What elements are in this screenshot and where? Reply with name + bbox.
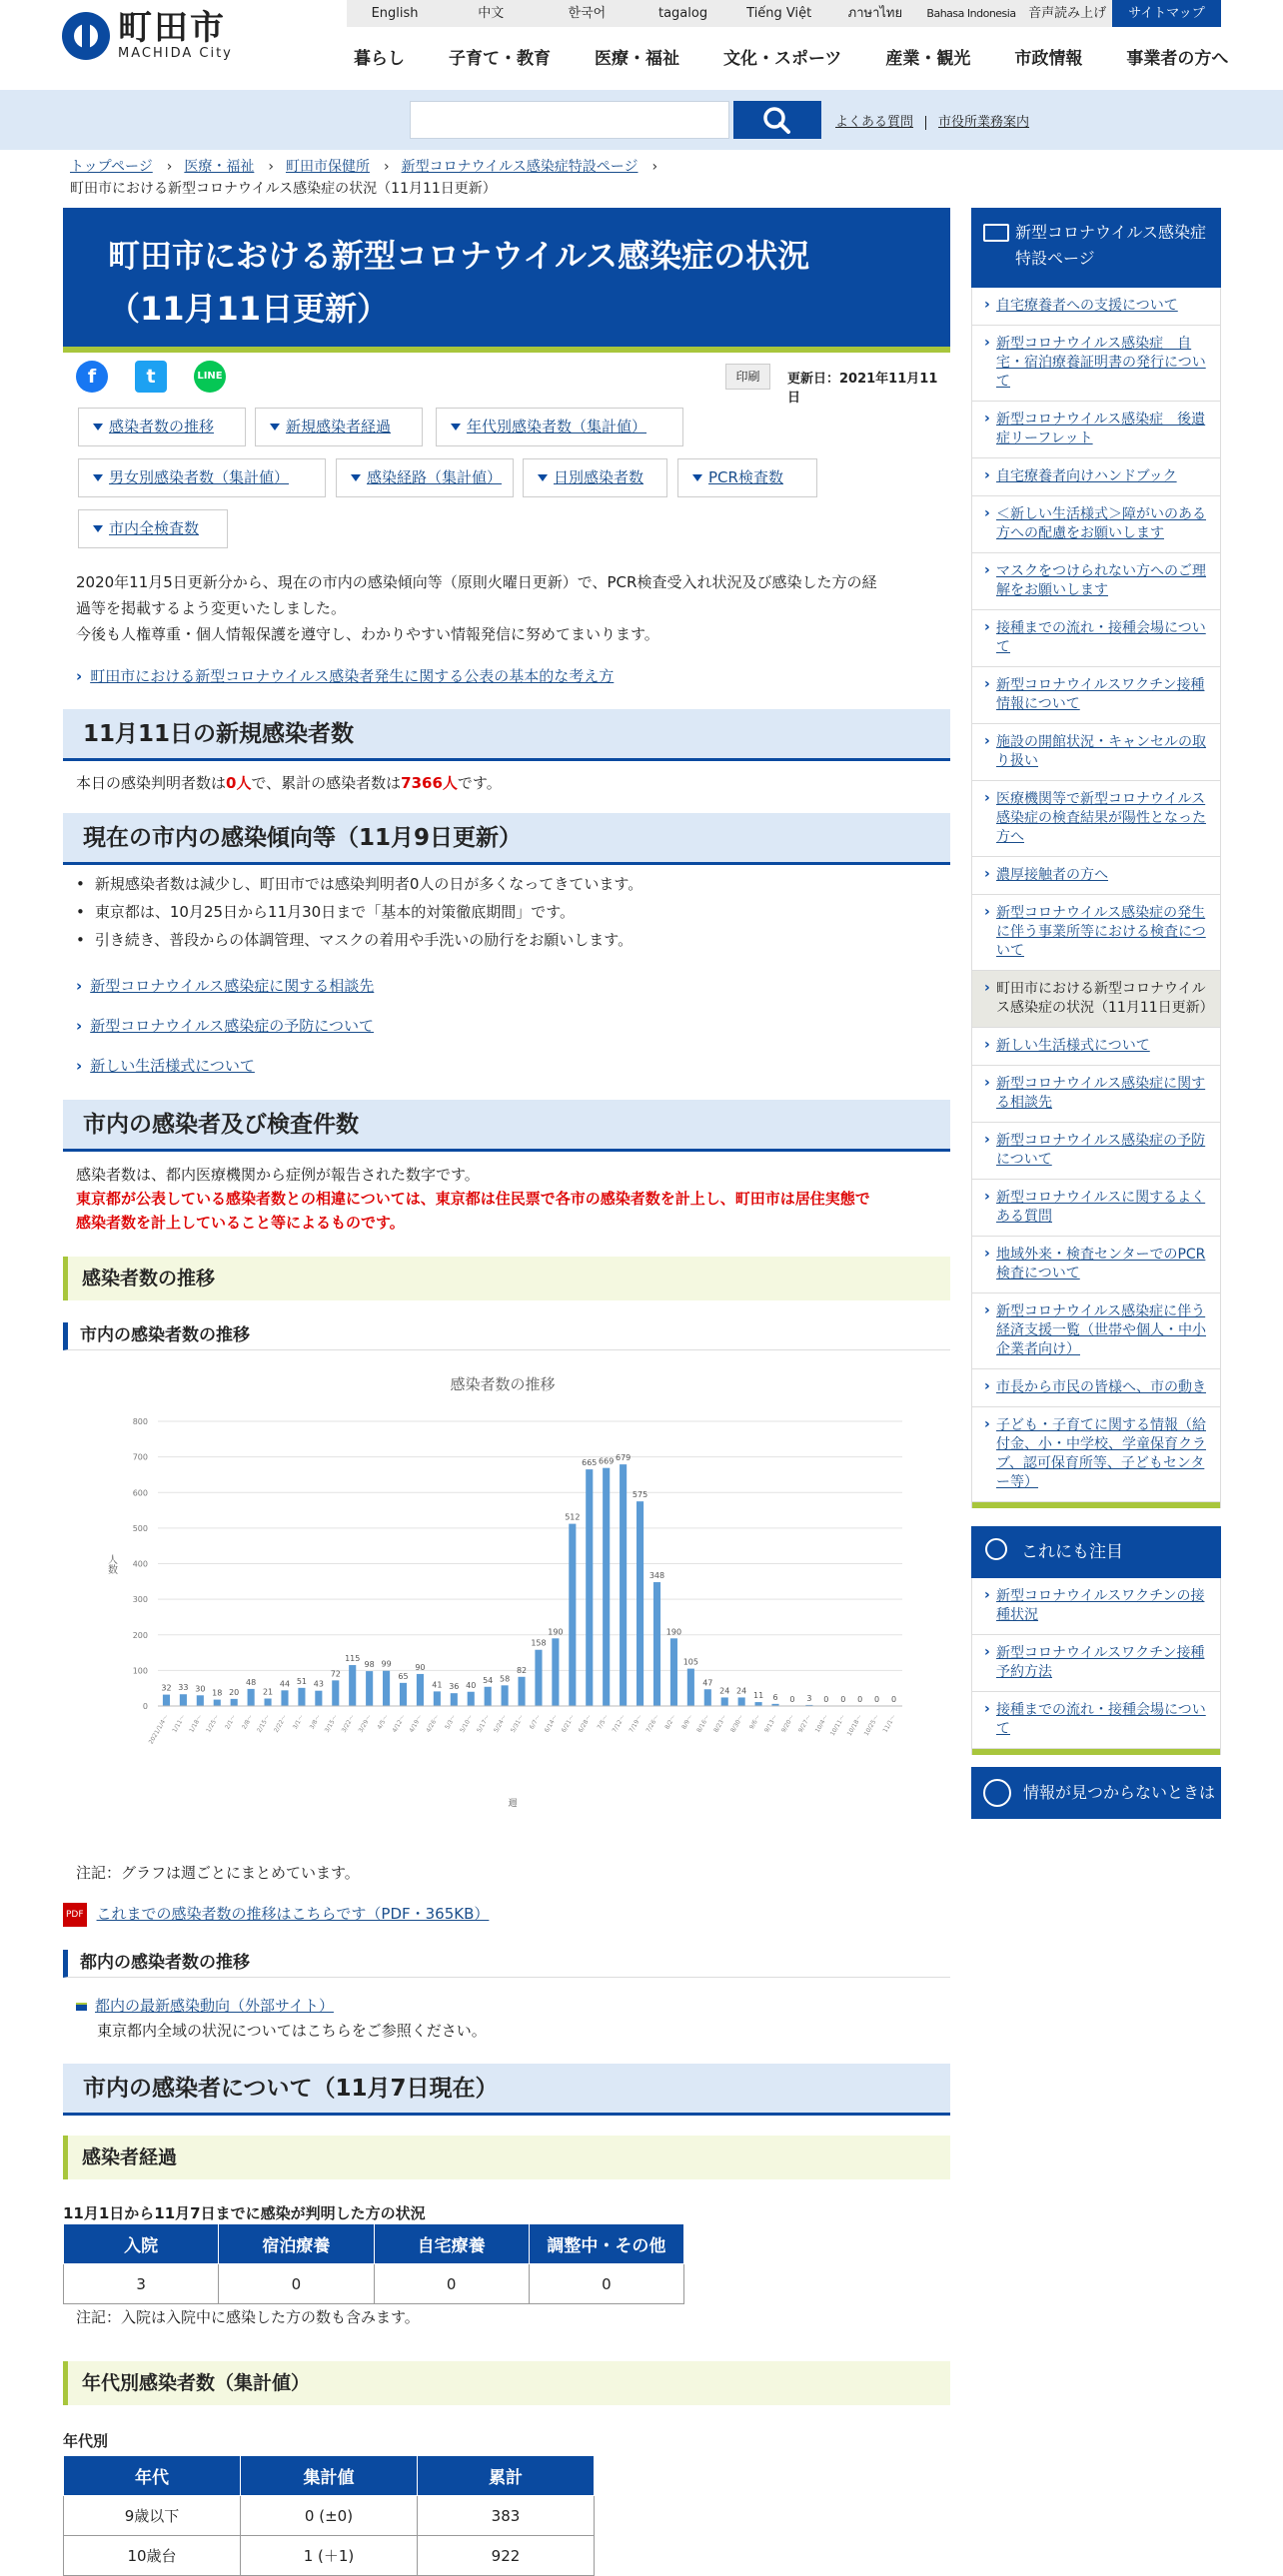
chart-bar [315,1691,322,1706]
breadcrumb-covid-page[interactable]: 新型コロナウイルス感染症特設ページ [401,159,639,175]
heading-new-cases: 11月11日の新規感染者数 [63,709,950,761]
chart-bar [281,1690,288,1706]
data-label: 18 [212,1688,223,1698]
data-label: 99 [381,1659,392,1669]
data-label: 48 [246,1677,257,1687]
sidebar-attention-item[interactable]: › 新型コロナウイルスワクチンの接種状況 [972,1578,1220,1635]
case-trend-chart [83,1361,922,1831]
tokyo-link-row[interactable] [76,1994,935,2018]
tab-infection-route[interactable]: 感染経路（集計値） [336,458,514,497]
chart-bar [620,1464,627,1706]
x-tick-label: 3/15～ [323,1713,340,1734]
data-label: 190 [665,1627,682,1637]
print-button[interactable]: 印刷 [725,364,770,390]
trend-bullets [76,870,642,954]
x-tick-label: 4/12～ [391,1713,408,1734]
sidebar-item[interactable]: › ＜新しい生活様式＞障がいのある方への配慮をお願いします [972,496,1220,553]
facebook-icon[interactable]: f [76,361,108,393]
data-label: 33 [178,1683,189,1693]
prevention-link[interactable]: 新型コロナウイルス感染症の予防について [90,1017,374,1035]
not-found-button[interactable]: 情報が見つからないときは [971,1767,1221,1819]
data-label: 40 [466,1680,477,1690]
new-lifestyle-link-row[interactable] [76,1055,255,1076]
lightbulb-icon [985,1538,1007,1560]
updated-date: 更新日：2021年11月11日 [787,372,938,406]
x-tick-label: 3/1～ [291,1713,306,1731]
x-tick-label: 7/5～ [596,1713,611,1731]
nav-business[interactable]: 事業者の方へ [1126,49,1229,69]
nav-child-education[interactable]: 子育て・教育 [449,49,551,69]
chart-bar [637,1501,643,1706]
x-tick-label: 9/27～ [796,1713,813,1734]
sidebar-item[interactable]: › 新型コロナウイルスワクチン接種情報について [972,667,1220,724]
list-item: • 引き続き、普段からの体調管理、マスクの着用や手洗いの励行をお願いします。 [76,926,642,954]
graph-note: 注記：グラフは週ごとにまとめています。 [76,1864,360,1882]
x-tick-label: 6/14～ [543,1713,560,1734]
sidebar-attention-item[interactable]: › 接種までの流れ・接種会場について [972,1692,1220,1749]
x-tick-label: 2021/1/4～ [147,1713,171,1746]
x-tick-label: 9/20～ [779,1713,796,1734]
data-label: 82 [516,1665,528,1675]
chart-bar [670,1638,677,1706]
main-content [63,208,950,2565]
chart-bar [265,1699,272,1706]
table-cell: 383 [418,2496,595,2536]
data-label: 30 [195,1684,206,1694]
sidebar-list [971,288,1221,1508]
office-guide-link[interactable]: 市役所業務案内 [938,115,1030,130]
table-cell: 3 [64,2264,219,2304]
y-tick-label: 200 [132,1630,148,1640]
x-tick-label: 9/13～ [762,1713,779,1734]
data-label: 0 [840,1695,846,1704]
chart-bar [214,1700,221,1706]
sidebar-item[interactable]: › 濃厚接触者の方へ [972,857,1220,895]
x-tick-label: 10/18～ [845,1713,864,1738]
magnifier-icon [983,1779,1011,1807]
table-header: 宿泊療養 [219,2224,374,2264]
sidebar-item[interactable]: › 市長から市民の皆様へ、市の動き [972,1369,1220,1407]
global-nav [310,44,1228,69]
chart-bar [434,1691,441,1706]
table-cell: 9歳以下 [64,2496,241,2536]
tab-pcr-count[interactable]: PCR検査数 [677,458,817,497]
table-header: 自宅療養 [374,2224,529,2264]
intro-text: 2020年11月5日更新分から、現在の市内の感染傾向等（原則火曜日更新）で、PCR検査受入れ状況及び感染した方の経 過等を掲載するよう変更いたしました。 今後も人権尊重・個人情報保護を遵守し、わかりやすい情報発信に努めてまいります。 [76,573,877,643]
data-label: 41 [432,1680,443,1690]
language-bar [347,0,1221,27]
chart-bar [349,1665,356,1706]
x-tick-label: 3/29～ [357,1713,374,1734]
data-label: 90 [415,1662,426,1672]
cases-note: 感染者数は、都内医療機関から症例が報告された数字です。 東京都が公表している感染者数との相違については、東京都は住民票で各市の感染者数を計上し、町田市は居住実態で 感染者数を計上していること等によるものです。 [76,1166,870,1232]
data-label: 32 [161,1683,172,1693]
chart-bar [535,1650,542,1706]
chart-title: 感染者数の推移 [450,1375,556,1393]
heading-case-course: 感染者経過 [63,2136,950,2179]
search-icon [761,106,793,134]
data-label: 44 [279,1679,291,1689]
x-tick-label: 7/26～ [644,1713,661,1734]
table-cell: 0 [219,2264,374,2304]
data-label: 512 [565,1512,581,1522]
y-tick-label: 700 [132,1452,148,1462]
pdf-icon: PDF [63,1903,87,1927]
data-label: 21 [262,1687,274,1697]
sitemap-button[interactable]: サイトマップ [1112,0,1221,27]
sidebar-item[interactable]: › 新型コロナウイルス感染症に関する相談先 [972,1066,1220,1123]
data-label: 0 [874,1695,880,1704]
heading-case-trend: 感染者数の推移 [63,1257,950,1300]
data-label: 115 [345,1654,361,1664]
lang-indonesian[interactable]: Bahasa Indonesia [926,7,1016,20]
data-label: 24 [719,1686,730,1696]
x-tick-label: 6/28～ [577,1713,594,1734]
data-label: 6 [772,1692,778,1702]
tab-age-count[interactable]: 年代別感染者数（集計値） [436,408,683,446]
lang-vietnamese[interactable]: Tiếng Việt [746,6,812,21]
tab-case-trend[interactable]: 感染者数の推移 [78,408,246,446]
data-label: 36 [449,1682,460,1692]
today-count: 0人 [226,774,252,792]
sidebar-item[interactable]: › 新型コロナウイルス感染症 後遺症リーフレット [972,402,1220,458]
breadcrumb-health-center[interactable]: 町田市保健所 [285,159,370,175]
chart-bar [451,1693,458,1706]
list-item: • 新規感染者数は減少し、町田市では感染判明者0人の日が多くなってきています。 [76,870,642,898]
x-tick-label: 3/22～ [340,1713,357,1734]
data-label: 679 [615,1453,632,1463]
x-tick-label: 1/18～ [188,1713,205,1734]
x-tick-label: 4/19～ [408,1713,425,1734]
x-tick-label: 5/3～ [444,1713,459,1731]
sidebar-heading[interactable]: 新型コロナウイルス感染症特設ページ [971,208,1221,288]
x-tick-label: 7/19～ [628,1713,644,1734]
data-label: 11 [752,1691,764,1701]
x-tick-label: 5/17～ [476,1713,492,1734]
x-tick-label: 2/22～ [272,1713,289,1734]
total-count: 7366人 [401,774,458,792]
y-tick-label: 300 [132,1595,148,1605]
data-label: 669 [599,1456,615,1466]
nav-culture-sports[interactable]: 文化・スポーツ [723,49,842,69]
x-tick-label: 1/11～ [171,1713,188,1734]
sidebar-attention-item[interactable]: › 新型コロナウイルスワクチン接種予約方法 [972,1635,1220,1692]
heading-infected-status: 市内の感染者について（11月7日現在） [63,2064,950,2116]
data-label: 158 [531,1638,547,1648]
data-label: 0 [890,1695,897,1704]
sidebar-item[interactable]: › 新型コロナウイルス感染症 自宅・宿泊療養証明書の発行について [972,326,1220,402]
case-course-table [63,2223,684,2304]
chart-bar [704,1689,711,1706]
site-logo[interactable] [62,10,233,61]
x-tick-label: 8/30～ [729,1713,745,1734]
chart-bar [231,1699,238,1706]
age-caption: 年代別 [63,2432,109,2450]
faq-link[interactable]: よくある質問 [835,115,914,130]
new-lifestyle-link[interactable]: 新しい生活様式について [90,1057,255,1075]
list-item: • 東京都は、10月25日から11月30日まで「基本的対策徹底期間」です。 [76,898,642,926]
new-cases-text: 本日の感染判明者数は0人で、累計の感染者数は7366人です。 [76,774,502,792]
table-cell: 10歳台 [64,2536,241,2576]
nav-living[interactable]: 暮らし [354,49,405,69]
sidebar-item[interactable]: › 新型コロナウイルス感染症の発生に伴う事業所等における検査について [972,895,1220,971]
prevention-link-row[interactable] [76,1015,374,1036]
table-header: 累計 [418,2456,595,2496]
x-axis-label: 週 [508,1799,518,1809]
chart-bar [687,1669,694,1706]
data-label: 72 [330,1669,341,1679]
chart-bar [197,1695,204,1706]
chart-bar [485,1687,492,1706]
chart-bar [180,1694,187,1706]
sidebar-item[interactable]: › 自宅療養者向けハンドブック [972,458,1220,496]
x-tick-label: 5/31～ [509,1713,526,1734]
x-tick-label: 4/26～ [425,1713,442,1734]
data-label: 0 [789,1695,795,1704]
chart-bar [569,1524,576,1706]
search-band [0,90,1283,150]
data-label: 575 [632,1490,648,1500]
sidebar-item[interactable]: › 接種までの流れ・接種会場について [972,610,1220,667]
tab-daily-cases[interactable]: 日別感染者数 [523,458,667,497]
heading-tokyo-trend: 都内の感染者数の推移 [63,1950,950,1978]
twitter-icon[interactable]: t [135,361,167,393]
text-to-speech[interactable]: 音声読み上げ [1028,6,1107,21]
breadcrumb-current: 町田市における新型コロナウイルス感染症の状況（11月11日更新） [70,181,497,197]
x-tick-label: 2/1～ [224,1713,238,1731]
policy-link-row[interactable] [76,665,614,686]
chart-bar [468,1692,475,1706]
heading-cases-tests: 市内の感染者及び検査件数 [63,1100,950,1152]
lang-tagalog[interactable]: tagalog [657,6,708,21]
data-label: 58 [500,1674,511,1684]
sidebar-attention-list [971,1578,1221,1755]
tokyo-text: 東京都内全域の状況についてはこちらをご参照ください。 [97,2022,487,2040]
breadcrumb-top[interactable]: トップページ [70,159,153,175]
data-label: 348 [648,1571,665,1581]
data-label: 47 [702,1678,713,1688]
x-tick-label: 5/24～ [493,1713,509,1734]
x-tick-label: 8/16～ [695,1713,712,1734]
chart-bar [721,1697,728,1706]
pdf-link-row[interactable] [63,1902,922,1927]
x-tick-label: 4/5～ [376,1713,391,1731]
chart-bar [653,1582,660,1706]
chart-bar [518,1677,525,1706]
x-tick-label: 10/4～ [813,1713,830,1734]
data-label: 0 [857,1695,863,1704]
data-label: 665 [582,1458,598,1468]
search-input[interactable] [410,101,729,139]
tokyo-link[interactable]: 都内の最新感染動向（外部サイト） [95,1997,334,2015]
x-tick-label: 8/23～ [712,1713,728,1734]
policy-link[interactable]: 町田市における新型コロナウイルス感染者発生に関する公表の基本的な考え方 [90,667,615,685]
table-header: 調整中・その他 [529,2224,683,2264]
lang-chinese[interactable]: 中文 [478,6,505,21]
x-tick-label: 6/7～ [528,1713,543,1731]
table-cell: 1 (＋1) [241,2536,418,2576]
table-row [64,2496,595,2536]
sidebar-item[interactable]: › 施設の開館状況・キャンセルの取り扱い [972,724,1220,781]
machida-logo-icon [62,12,110,60]
tab-new-case-course[interactable]: 新規感染者経過 [255,408,423,446]
chart-bar [298,1688,305,1706]
consult-link-row[interactable] [76,975,374,996]
y-axis-label: 人数 [105,1554,117,1574]
y-tick-label: 0 [142,1702,148,1711]
data-label: 54 [483,1675,494,1685]
table-cell: 922 [418,2536,595,2576]
chart-bar [332,1680,339,1706]
chart-bar [248,1689,255,1706]
x-tick-label: 10/11～ [828,1713,847,1738]
heading-city-trend: 市内の感染者数の推移 [63,1322,950,1350]
line-icon[interactable]: LINE [194,361,226,393]
search-button[interactable] [733,101,821,139]
page-title-box [63,208,950,353]
chart-bar [417,1674,424,1706]
sidebar-item: › 町田市における新型コロナウイルス感染症の状況（11月11日更新） [972,971,1220,1028]
y-tick-label: 500 [132,1523,148,1533]
table-cell: 0 (±0) [241,2496,418,2536]
chart-bar [603,1468,610,1706]
table-header: 集計値 [241,2456,418,2496]
chart-bar [755,1702,762,1706]
data-label: 24 [736,1686,747,1696]
table-header: 入院 [64,2224,219,2264]
nav-medical-welfare[interactable]: 医療・福祉 [595,49,679,69]
logo-text-jp: 町田市 [118,8,226,48]
table-cell: 0 [529,2264,683,2304]
data-label: 105 [682,1657,698,1667]
x-tick-label: 8/9～ [680,1713,695,1731]
nav-industry-tourism[interactable]: 産業・観光 [885,49,971,69]
chart-bar [586,1469,593,1706]
x-tick-label: 8/2～ [663,1713,678,1731]
nav-city-admin[interactable]: 市政情報 [1014,49,1083,69]
table-row [64,2536,595,2576]
sidebar-item[interactable]: › 新しい生活様式について [972,1028,1220,1066]
external-link-icon [76,2003,87,2011]
y-tick-label: 100 [132,1666,148,1676]
sidebar-item[interactable]: › マスクをつけられない方へのご理解をお願いします [972,553,1220,610]
sidebar-item[interactable]: › 新型コロナウイルス感染症の予防について [972,1123,1220,1180]
breadcrumb-medical[interactable]: 医療・福祉 [184,159,255,175]
lang-english[interactable]: English [371,6,419,21]
course-caption: 11月1日から11月7日までに感染が判明した方の状況 [63,2204,426,2222]
tab-all-tests[interactable]: 市内全検査数 [78,509,228,548]
chart-bar [400,1683,407,1706]
sidebar-item[interactable]: › 子ども・子育てに関する情報（給付金、小・中学校、学童保育クラブ、認可保育所等、子どもセンター等） [972,1407,1220,1502]
sidebar-item[interactable]: › 自宅療養者への支援について [972,288,1220,326]
sidebar-item[interactable]: › 新型コロナウイルス感染症に伴う経済支援一覧（世帯や個人・中小企業者向け） [972,1293,1220,1369]
sidebar [971,208,1221,1819]
data-label: 98 [364,1660,375,1670]
x-tick-label: 2/8～ [240,1713,255,1731]
y-tick-label: 400 [132,1559,148,1569]
chart-bar [738,1697,745,1706]
page-title: 町田市における新型コロナウイルス感染症の状況 （11月11日更新） [108,237,810,328]
sidebar-item[interactable]: › 地域外来・検査センターでのPCR検査について [972,1237,1220,1293]
data-label: 43 [313,1679,324,1689]
chart-bar [383,1671,390,1706]
table-header: 年代 [64,2456,241,2496]
sidebar-item[interactable]: › 医療機関等で新型コロナウイルス感染症の検査結果が陽性となった方へ [972,781,1220,857]
chart-bar [163,1695,170,1706]
heading-current-trend: 現在の市内の感染傾向等（11月9日更新） [63,813,950,865]
data-label: 0 [823,1695,829,1704]
y-tick-label: 800 [132,1417,148,1426]
chart-bar [502,1685,509,1706]
x-tick-label: 5/10～ [459,1713,475,1734]
tab-gender-count[interactable]: 男女別感染者数（集計値） [78,458,326,497]
x-tick-label: 6/21～ [560,1713,577,1734]
x-tick-label: 7/12～ [611,1713,628,1734]
lang-korean[interactable]: 한국어 [568,6,607,21]
data-label: 65 [398,1671,409,1681]
x-tick-label: 1/25～ [205,1713,221,1734]
chart-bar [552,1638,559,1706]
sidebar-item[interactable]: › 新型コロナウイルスに関するよくある質問 [972,1180,1220,1237]
course-note: 注記：入院は入院中に感染した方の数も含みます。 [76,2308,420,2326]
data-label: 3 [806,1693,812,1703]
x-tick-label: 2/15～ [255,1713,272,1734]
folder-icon [983,224,1009,242]
age-table [63,2455,595,2576]
data-label: 190 [548,1627,564,1637]
pdf-link[interactable]: これまでの感染者数の推移はこちらです（PDF・365KB） [96,1905,490,1923]
x-tick-label: 9/6～ [747,1713,762,1731]
table-cell: 0 [374,2264,529,2304]
x-tick-label: 10/25～ [862,1713,881,1738]
data-label: 51 [296,1676,308,1686]
consult-link[interactable]: 新型コロナウイルス感染症に関する相談先 [90,977,375,995]
y-tick-label: 600 [132,1488,148,1498]
heading-age-count: 年代別感染者数（集計値） [63,2361,950,2405]
sidebar-attention-heading: これにも注目 [971,1526,1221,1578]
x-tick-label: 11/1～ [881,1713,898,1734]
logo-text-en: MACHIDA City [118,46,233,61]
breadcrumb: トップページ › 医療・福祉 › 町田市保健所 › 新型コロナウイルス感染症特設ページ › 町田市における新型コロナウイルス感染症の状況（11月11日更新） [70,156,969,200]
data-label: 20 [229,1687,240,1697]
chart-bar [366,1671,373,1706]
lang-thai[interactable]: ภาษาไทย [847,6,903,21]
x-tick-label: 3/8～ [308,1713,323,1731]
